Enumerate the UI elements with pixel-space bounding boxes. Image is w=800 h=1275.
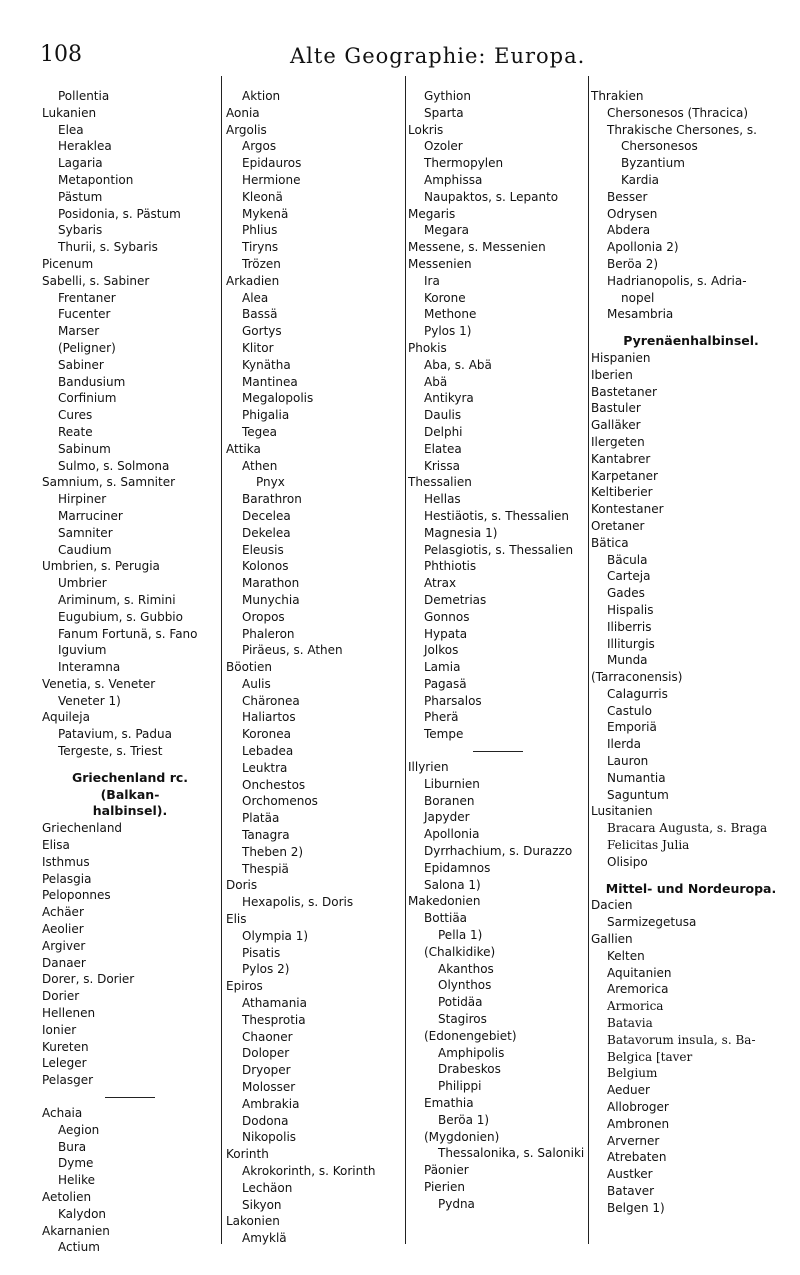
index-entry: Trözen bbox=[242, 256, 281, 271]
index-entry: Tergeste, s. Triest bbox=[58, 744, 163, 759]
index-entry: Sabelli, s. Sabiner bbox=[42, 273, 150, 288]
index-entry: Pelasger bbox=[42, 1073, 94, 1088]
index-entry: Aulis bbox=[242, 676, 271, 691]
index-entry: Athen bbox=[242, 458, 278, 473]
index-entry: Caudium bbox=[58, 542, 112, 557]
section-heading: Pyrenäenhalbinsel. bbox=[623, 333, 759, 349]
index-entry: Ambronen bbox=[607, 1116, 670, 1131]
index-entry: Kolonos bbox=[242, 559, 289, 574]
index-entry: Thesprotia bbox=[242, 1012, 306, 1027]
index-entry: Lamia bbox=[424, 660, 461, 675]
index-entry: Tanagra bbox=[242, 828, 290, 843]
index-entry: Batavia bbox=[607, 1016, 653, 1031]
index-entry: Methone bbox=[424, 307, 477, 322]
index-entry: Umbrien, s. Perugia bbox=[42, 559, 160, 574]
index-entry: Mesambria bbox=[607, 307, 674, 322]
index-entry: Felicitas Julia bbox=[607, 838, 690, 853]
index-entry: Lukanien bbox=[42, 105, 97, 120]
index-entry: Iliberris bbox=[607, 619, 652, 634]
index-entry: Pydna bbox=[438, 1196, 475, 1211]
index-entry: Phaleron bbox=[242, 626, 295, 641]
index-entry: Dyrrhachium, s. Durazzo bbox=[424, 844, 573, 859]
index-entry: Sparta bbox=[424, 105, 464, 120]
index-entry: Allobroger bbox=[607, 1100, 669, 1115]
index-entry: Tegea bbox=[242, 424, 278, 439]
index-entry: Decelea bbox=[242, 508, 291, 523]
index-entry: Fanum Fortunä, s. Fano bbox=[58, 626, 198, 641]
index-entry: Hestiäotis, s. Thessalien bbox=[424, 508, 570, 523]
index-entry: Munychia bbox=[242, 592, 300, 607]
index-entry: Elis bbox=[226, 912, 247, 927]
index-entry: Sabinum bbox=[58, 441, 111, 456]
index-entry: Ira bbox=[424, 273, 440, 288]
index-entry: Barathron bbox=[242, 492, 302, 507]
index-entry: Amyklä bbox=[242, 1231, 287, 1246]
index-entry: Kleonä bbox=[242, 189, 283, 204]
column-2 bbox=[226, 88, 402, 1247]
index-entry: Belgen 1) bbox=[607, 1200, 665, 1215]
index-entry: Posidonia, s. Pästum bbox=[58, 206, 181, 221]
index-entry: Oropos bbox=[242, 609, 285, 624]
index-entry: Atrebaten bbox=[607, 1150, 667, 1165]
index-entry: Keltiberier bbox=[591, 485, 653, 500]
section-gap bbox=[591, 323, 791, 333]
index-entry: Oretaner bbox=[591, 518, 645, 533]
index-entry: Messenien bbox=[408, 256, 472, 271]
index-entry: Dyme bbox=[58, 1156, 94, 1171]
index-entry: Nikopolis bbox=[242, 1130, 297, 1145]
index-entry: Olympia 1) bbox=[242, 928, 309, 943]
column-3 bbox=[408, 88, 588, 1213]
index-entry: Pnyx bbox=[256, 475, 285, 490]
index-entry: Beröa 1) bbox=[438, 1112, 490, 1127]
index-entry: Kalydon bbox=[58, 1206, 107, 1221]
index-entry: Hirpiner bbox=[58, 492, 107, 507]
index-entry: Böotien bbox=[226, 660, 272, 675]
index-entry: Bottiäa bbox=[424, 911, 468, 926]
index-entry: Bäcula bbox=[607, 552, 648, 567]
index-entry: Aremorica bbox=[607, 982, 669, 997]
index-entry: Orchomenos bbox=[242, 794, 318, 809]
index-entry: Platäa bbox=[242, 811, 280, 826]
index-entry: Ambrakia bbox=[242, 1096, 300, 1111]
index-entry: Belgium bbox=[607, 1066, 658, 1081]
index-entry: Kelten bbox=[607, 948, 645, 963]
index-entry: Apollonia 2) bbox=[607, 240, 679, 255]
index-entry: Pylos 2) bbox=[242, 962, 290, 977]
index-entry: Molosser bbox=[242, 1080, 296, 1095]
index-entry: Epidamnos bbox=[424, 860, 491, 875]
section-gap bbox=[42, 760, 218, 770]
index-entry: Elea bbox=[58, 122, 84, 137]
index-entry: Jolkos bbox=[424, 643, 459, 658]
index-entry: Galläker bbox=[591, 418, 641, 433]
index-entry: Kantabrer bbox=[591, 451, 651, 466]
index-entry: Lagaria bbox=[58, 156, 103, 171]
index-entry: Ariminum, s. Rimini bbox=[58, 592, 176, 607]
index-entry: Theben 2) bbox=[242, 844, 304, 859]
index-entry: Ionier bbox=[42, 1022, 77, 1037]
index-entry: Munda bbox=[607, 653, 648, 668]
index-entry: Bätica bbox=[591, 535, 629, 550]
index-entry: Bracara Augusta, s. Braga bbox=[607, 821, 768, 836]
index-entry: Pherä bbox=[424, 710, 459, 725]
section-heading: Mittel- und Nordeuropa. bbox=[605, 880, 777, 896]
index-entry: Mykenä bbox=[242, 206, 289, 221]
index-entry: Pelasgia bbox=[42, 871, 92, 886]
index-entry: Byzantium bbox=[621, 156, 685, 171]
index-entry: Aba, s. Abä bbox=[424, 357, 492, 372]
column-4 bbox=[591, 88, 791, 1217]
index-entry: Piräeus, s. Athen bbox=[242, 643, 343, 658]
index-entry: Bastuler bbox=[591, 401, 641, 416]
index-entry: Numantia bbox=[607, 770, 666, 785]
index-entry: Actium bbox=[58, 1240, 100, 1255]
index-entry: Hermione bbox=[242, 172, 301, 187]
index-entry: Karpetaner bbox=[591, 468, 658, 483]
index-entry: (Mygdonien) bbox=[424, 1129, 500, 1144]
index-entry: Tempe bbox=[424, 727, 464, 742]
index-entry: Epidauros bbox=[242, 156, 302, 171]
index-entry: Argiver bbox=[42, 938, 86, 953]
index-entry: Sulmo, s. Solmona bbox=[58, 458, 170, 473]
index-entry: (Edonengebiet) bbox=[424, 1028, 517, 1043]
index-entry: Sybaris bbox=[58, 223, 103, 238]
index-entry: Samnium, s. Samniter bbox=[42, 475, 176, 490]
index-entry: Akarnanien bbox=[42, 1223, 110, 1238]
index-entry: Chäronea bbox=[242, 693, 300, 708]
index-entry: Potidäa bbox=[438, 995, 483, 1010]
column-divider bbox=[588, 76, 589, 1244]
index-entry: Hispanien bbox=[591, 350, 651, 365]
index-entry: Elisa bbox=[42, 838, 70, 853]
index-entry: Marathon bbox=[242, 576, 300, 591]
index-entry: Venetia, s. Veneter bbox=[42, 676, 156, 691]
index-entry: Austker bbox=[607, 1167, 653, 1182]
index-entry: Alea bbox=[242, 290, 269, 305]
index-entry: Daulis bbox=[424, 408, 462, 423]
index-entry: Akrokorinth, s. Korinth bbox=[242, 1164, 376, 1178]
index-entry: Dryoper bbox=[242, 1063, 291, 1078]
index-entry: Umbrier bbox=[58, 576, 107, 591]
index-entry: Thermopylen bbox=[424, 156, 504, 171]
index-entry: Abä bbox=[424, 374, 448, 389]
index-entry: Aonia bbox=[226, 105, 260, 120]
index-entry: Cures bbox=[58, 408, 93, 423]
index-entry: Calagurris bbox=[607, 686, 668, 701]
index-entry: Klitor bbox=[242, 340, 274, 355]
section-separator bbox=[42, 1089, 218, 1105]
index-entry: Achaia bbox=[42, 1106, 83, 1121]
index-entry: Boranen bbox=[424, 793, 475, 808]
index-entry: Samniter bbox=[58, 525, 113, 540]
index-entry: Tiryns bbox=[242, 240, 279, 255]
index-entry: Dacien bbox=[591, 898, 633, 913]
index-entry: Hypata bbox=[424, 626, 468, 641]
index-entry: Aeduer bbox=[607, 1083, 650, 1098]
column-divider bbox=[405, 76, 406, 1244]
index-entry: Kynätha bbox=[242, 357, 291, 372]
index-entry: Aquileja bbox=[42, 710, 90, 725]
column-1 bbox=[42, 88, 218, 1256]
index-entry: Marruciner bbox=[58, 508, 123, 523]
page-number: 108 bbox=[40, 42, 82, 67]
index-entry: Aquitanien bbox=[607, 965, 672, 980]
index-entry: Pylos 1) bbox=[424, 324, 472, 339]
index-entry: Doloper bbox=[242, 1046, 290, 1061]
index-entry: Amphissa bbox=[424, 172, 483, 187]
index-entry: Chaoner bbox=[242, 1029, 293, 1044]
index-entry: Gonnos bbox=[424, 609, 470, 624]
index-entry: Koronea bbox=[242, 727, 291, 742]
index-entry: Elatea bbox=[424, 441, 462, 456]
index-entry: Ozoler bbox=[424, 139, 463, 154]
index-entry: Ilerda bbox=[607, 737, 641, 752]
index-entry: Pierien bbox=[424, 1180, 465, 1194]
index-entry: Arkadien bbox=[226, 273, 280, 288]
index-entry: (Tarraconensis) bbox=[591, 670, 683, 685]
index-entry: Metapontion bbox=[58, 172, 134, 187]
index-entry: Illiturgis bbox=[607, 636, 655, 651]
index-entry: Isthmus bbox=[42, 854, 90, 869]
index-entry: Bataver bbox=[607, 1184, 655, 1198]
index-entry: Arverner bbox=[607, 1133, 660, 1148]
section-separator bbox=[408, 743, 588, 759]
running-head: Alte Geographie: Europa. bbox=[290, 44, 586, 68]
index-entry: Emporiä bbox=[607, 720, 657, 735]
index-entry: Delphi bbox=[424, 424, 463, 439]
index-entry: Bandusium bbox=[58, 374, 126, 389]
index-entry: Besser bbox=[607, 189, 648, 204]
index-entry: Thessalonika, s. Saloniki bbox=[438, 1146, 585, 1161]
index-entry: Marser bbox=[58, 324, 100, 339]
index-entry: Olisipo bbox=[607, 854, 648, 869]
index-entry: Krissa bbox=[424, 458, 460, 473]
index-entry: Aetolien bbox=[42, 1190, 92, 1204]
index-entry: Philippi bbox=[438, 1079, 482, 1094]
index-entry: Stagiros bbox=[438, 1012, 487, 1027]
index-entry: Thessalien bbox=[408, 475, 472, 490]
index-entry: Messene, s. Messenien bbox=[408, 240, 546, 255]
index-entry: Aktion bbox=[242, 89, 281, 103]
index-entry: Sikyon bbox=[242, 1197, 282, 1212]
index-entry: Pisatis bbox=[242, 945, 281, 960]
index-entry: Pästum bbox=[58, 189, 103, 204]
index-entry: Frentaner bbox=[58, 290, 116, 305]
index-entry: Akanthos bbox=[438, 961, 494, 976]
index-entry: Thurii, s. Sybaris bbox=[58, 240, 158, 255]
index-entry: Gades bbox=[607, 586, 645, 601]
index-entry: Naupaktos, s. Lepanto bbox=[424, 189, 559, 204]
index-entry: Abdera bbox=[607, 223, 651, 238]
index-entry: Kureten bbox=[42, 1039, 89, 1054]
index-entry: (Chalkidike) bbox=[424, 944, 496, 959]
section-heading: Griechenland rc. (Balkan- bbox=[71, 769, 189, 802]
index-entry: Thrakien bbox=[591, 89, 644, 103]
index-entry: Kontestaner bbox=[591, 502, 664, 517]
index-entry: Hadrianopolis, s. Adria- bbox=[607, 273, 747, 288]
index-entry: Lusitanien bbox=[591, 804, 653, 819]
index-entry: Korone bbox=[424, 290, 466, 305]
index-entry: Bastetaner bbox=[591, 384, 657, 399]
index-entry: Patavium, s. Padua bbox=[58, 727, 172, 742]
index-entry: Odrysen bbox=[607, 206, 658, 221]
index-entry: Onchestos bbox=[242, 777, 306, 792]
index-entry: Hexapolis, s. Doris bbox=[242, 895, 354, 910]
index-entry: Phigalia bbox=[242, 408, 290, 423]
index-entry: Päonier bbox=[424, 1163, 469, 1178]
index-entry: Ilergeten bbox=[591, 434, 645, 449]
index-entry: Argos bbox=[242, 139, 277, 154]
index-entry: Epiros bbox=[226, 979, 263, 994]
index-entry: Iguvium bbox=[58, 643, 107, 658]
index-entry: Leleger bbox=[42, 1056, 87, 1071]
index-entry: Belgica [taver bbox=[607, 1049, 693, 1064]
section-heading: halbinsel). bbox=[92, 803, 168, 819]
column-divider bbox=[221, 76, 222, 1244]
index-entry: Antikyra bbox=[424, 391, 474, 406]
index-entry: Lokris bbox=[408, 122, 444, 137]
index-entry: Sarmizegetusa bbox=[607, 915, 697, 930]
index-entry: Argolis bbox=[226, 122, 267, 137]
index-entry: Doris bbox=[226, 878, 258, 893]
index-entry: Phokis bbox=[408, 340, 447, 355]
index-entry: Lechäon bbox=[242, 1180, 293, 1195]
index-entry: Kardia bbox=[621, 172, 660, 187]
index-entry: Hellenen bbox=[42, 1006, 96, 1021]
index-entry: Phthiotis bbox=[424, 559, 477, 574]
index-entry: Japyder bbox=[424, 810, 470, 825]
index-entry: Liburnien bbox=[424, 776, 480, 791]
index-entry: Carteja bbox=[607, 569, 651, 584]
index-entry: Armorica bbox=[607, 999, 664, 1014]
index-entry: Korinth bbox=[226, 1147, 269, 1162]
index-entry: Eleusis bbox=[242, 542, 284, 557]
index-entry: Lakonien bbox=[226, 1214, 280, 1229]
index-entry: Lebadea bbox=[242, 744, 294, 759]
index-entry: Gythion bbox=[424, 89, 471, 103]
index-entry: Dodona bbox=[242, 1113, 289, 1128]
index-entry: Sabiner bbox=[58, 357, 104, 372]
index-entry: Magnesia 1) bbox=[424, 525, 498, 540]
index-entry: Drabeskos bbox=[438, 1062, 501, 1077]
index-entry: Athamania bbox=[242, 996, 307, 1011]
index-entry: Heraklea bbox=[58, 139, 112, 154]
index-entry: Hellas bbox=[424, 492, 461, 507]
index-entry: Corfinium bbox=[58, 391, 117, 406]
index-entry: Lauron bbox=[607, 754, 649, 769]
index-entry: Attika bbox=[226, 441, 261, 456]
index-entry: Pelasgiotis, s. Thessalien bbox=[424, 542, 574, 557]
index-entry: Interamna bbox=[58, 660, 121, 675]
index-entry: Hispalis bbox=[607, 602, 654, 617]
index-entry: Reate bbox=[58, 424, 93, 439]
index-entry: Pagasä bbox=[424, 676, 467, 691]
index-entry: Amphipolis bbox=[438, 1045, 505, 1060]
index-entry: Iberien bbox=[591, 367, 633, 382]
index-entry: Helike bbox=[58, 1173, 95, 1188]
index-entry: Veneter 1) bbox=[58, 693, 121, 708]
index-entry: Beröa 2) bbox=[607, 256, 659, 271]
index-entry: Saguntum bbox=[607, 787, 669, 802]
index-entry: Megara bbox=[424, 223, 469, 238]
index-entry: (Peligner) bbox=[58, 340, 116, 355]
index-entry: Peloponnes bbox=[42, 888, 111, 903]
index-entry: Emathia bbox=[424, 1096, 474, 1111]
index-entry: Batavorum insula, s. Ba- bbox=[607, 1032, 756, 1047]
index-entry: Pollentia bbox=[58, 89, 110, 103]
index-entry: Aeolier bbox=[42, 922, 84, 937]
index-entry: Apollonia bbox=[424, 827, 480, 842]
index-entry: Dorier bbox=[42, 989, 80, 1004]
index-entry: Aegion bbox=[58, 1122, 100, 1137]
index-entry: Dorer, s. Dorier bbox=[42, 972, 135, 987]
index-entry: Gortys bbox=[242, 324, 282, 339]
index-entry: Danaer bbox=[42, 955, 86, 970]
index-entry: Thespiä bbox=[242, 861, 289, 876]
index-entry: Pharsalos bbox=[424, 693, 482, 708]
index-entry: Illyrien bbox=[408, 760, 449, 775]
index-entry: Fucenter bbox=[58, 307, 111, 322]
index-entry: Bura bbox=[58, 1139, 87, 1154]
index-entry: Haliartos bbox=[242, 710, 296, 725]
index-entry: Chersonesos (Thracica) bbox=[607, 105, 749, 120]
index-entry: Salona 1) bbox=[424, 877, 481, 892]
index-entry: Bassä bbox=[242, 307, 278, 322]
index-entry: Griechenland bbox=[42, 821, 123, 836]
index-entry: Megalopolis bbox=[242, 391, 314, 406]
index-entry: Gallien bbox=[591, 932, 633, 947]
index-entry: Olynthos bbox=[438, 978, 492, 993]
index-entry: Pella 1) bbox=[438, 928, 483, 943]
index-entry: Chersonesos bbox=[621, 139, 698, 154]
index-entry: Phlius bbox=[242, 223, 278, 238]
index-entry: Mantinea bbox=[242, 374, 298, 389]
index-entry: Atrax bbox=[424, 576, 457, 591]
index-entry: Picenum bbox=[42, 256, 94, 271]
index-entry: Eugubium, s. Gubbio bbox=[58, 609, 183, 624]
index-entry: Castulo bbox=[607, 703, 652, 718]
index-entry: Megaris bbox=[408, 206, 456, 221]
section-gap bbox=[591, 871, 791, 881]
index-entry: Makedonien bbox=[408, 894, 481, 909]
index-entry: Demetrias bbox=[424, 592, 487, 607]
index-entry: nopel bbox=[621, 290, 655, 305]
index-entry: Achäer bbox=[42, 905, 84, 920]
index-entry: Thrakische Chersones, s. bbox=[607, 122, 757, 137]
index-entry: Dekelea bbox=[242, 525, 291, 540]
index-entry: Leuktra bbox=[242, 760, 288, 775]
